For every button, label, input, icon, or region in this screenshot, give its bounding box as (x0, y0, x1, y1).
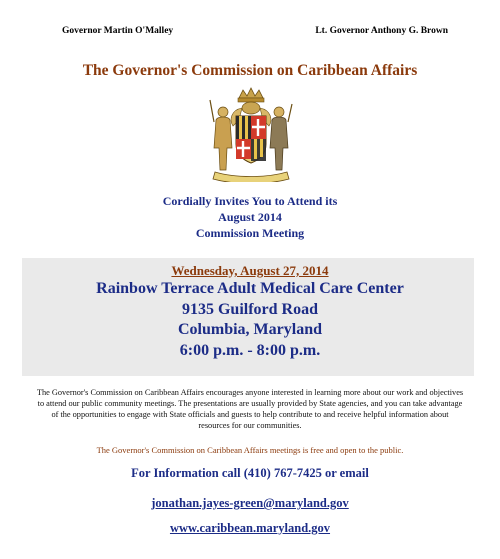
event-time: 6:00 p.m. - 8:00 p.m. (179, 341, 321, 359)
invitation-text (0, 193, 500, 241)
event-date: Wednesday, August 27, 2014 (171, 263, 329, 278)
invitation-line-2: August 2014 (218, 210, 282, 224)
governor-name: Governor Martin O'Malley (62, 26, 174, 36)
event-city: Columbia, Maryland (177, 321, 322, 338)
commission-title: The Governor's Commission on Caribbean Affairs (82, 62, 418, 79)
event-street: 9135 Guilford Road (181, 300, 318, 318)
event-details (0, 279, 500, 361)
maryland-seal-icon (205, 86, 297, 182)
contact-email-link[interactable]: jonathan.jayes-green@maryland.gov (151, 496, 349, 510)
invitation-line-1: Cordially Invites You to Attend its (162, 194, 338, 208)
website-link[interactable]: www.caribbean.maryland.gov (169, 521, 331, 535)
contact-info: For Information call (410) 767-7425 or email (131, 466, 369, 480)
invitation-line-3: Commission Meeting (195, 226, 305, 240)
free-notice: The Governor's Commission on Caribbean Affairs meetings is free and open to the public. (96, 445, 404, 455)
event-venue: Rainbow Terrace Adult Medical Care Center (96, 280, 404, 297)
lt-governor-name: Lt. Governor Anthony G. Brown (315, 26, 448, 36)
description-paragraph: The Governor's Commission on Caribbean Affairs encourages anyone interested in learning more about our work and objectives to attend our public community meetings. The presentations are usually provided by State agencies, and you can take advantage of the opportunities to engage with State officials and guests to help contribute to and receive helpful information about resources for our communities. (36, 388, 464, 430)
